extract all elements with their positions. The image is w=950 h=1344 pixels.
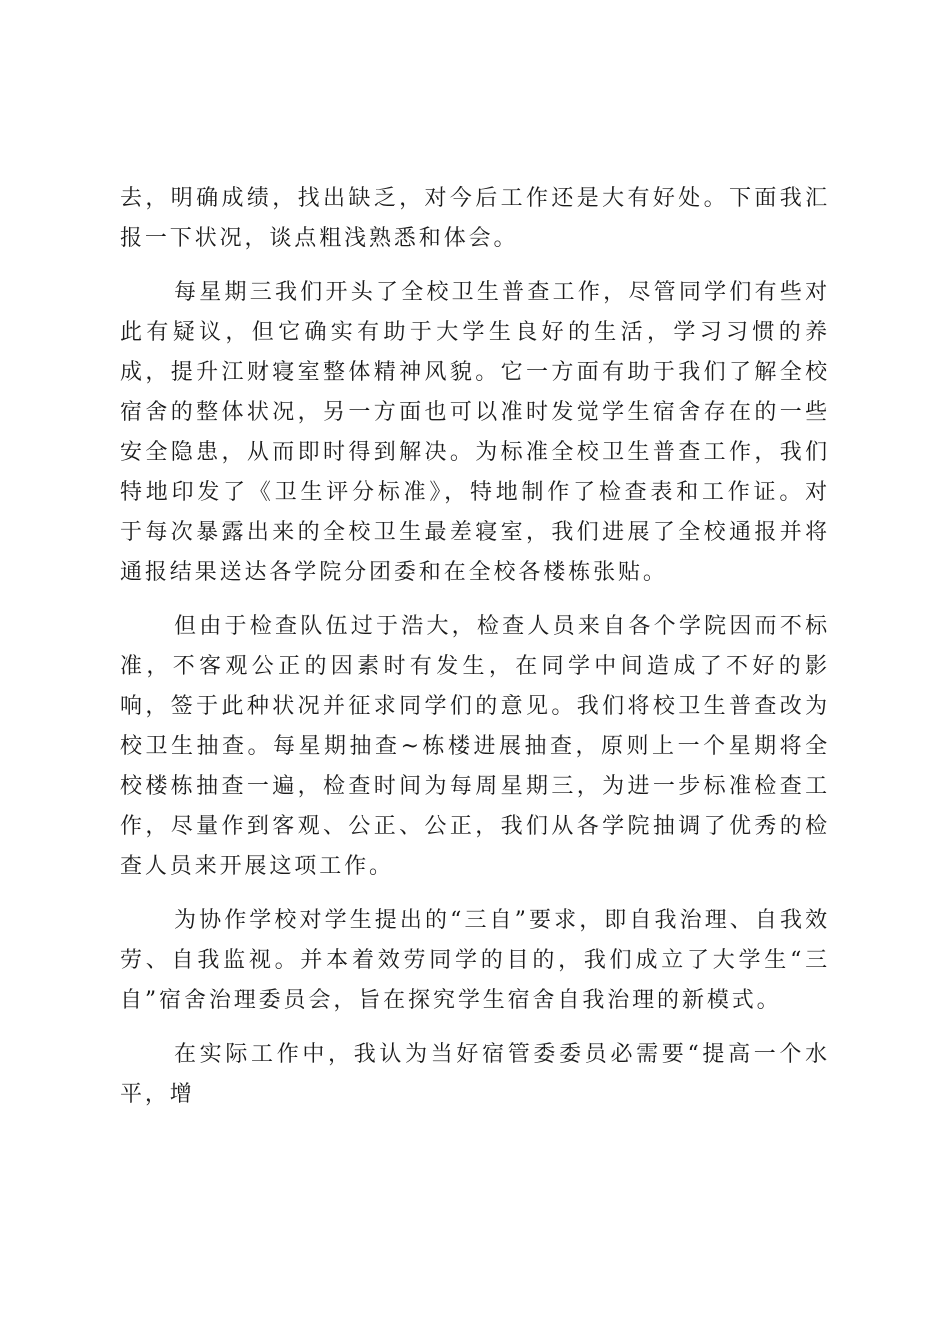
paragraph-continued: 去，明确成绩，找出缺乏，对今后工作还是大有好处。下面我汇报一下状况，谈点粗浅熟悉和体会。 (120, 186, 830, 251)
paragraph-practical-work: 在实际工作中，我认为当好宿管委委员必需要“提高一个水平，增 (120, 1042, 830, 1107)
paragraph-hygiene-inspection: 每星期三我们开头了全校卫生普查工作，尽管同学们有些对此有疑议，但它确实有助于大学生良好的生活，学习习惯的养成，提升江财寝室整体精神风貌。它一方面有助于我们了解全校宿舍的整体状况，另一方面也可以准时发觉学生宿舍存在的一些安全隐患，从而即时得到解决。为标准全校卫生普查工作，我们特地印发了《卫生评分标准》，特地制作了检查表和工作证。对于每次暴露出来的全校卫生最差寝室，我们进展了全校通报并将通报结果送达各学院分团委和在全校各楼栋张贴。 (120, 280, 830, 585)
paragraph-three-self-committee: 为协作学校对学生提出的“三自”要求，即自我治理、自我效劳、自我监视。并本着效劳同学的目的，我们成立了大学生“三自”宿舍治理委员会，旨在探究学生宿舍自我治理的新模式。 (120, 908, 830, 1013)
paragraph-spot-check: 但由于检查队伍过于浩大，检查人员来自各个学院因而不标准，不客观公正的因素时有发生，在同学中间造成了不好的影响，签于此种状况并征求同学们的意见。我们将校卫生普查改为校卫生抽查。每星期抽查~栋楼进展抽查，原则上一个星期将全校楼栋抽查一遍，检查时间为每周星期三，为进一步标准检查工作，尽量作到客观、公正、公正，我们从各学院抽调了优秀的检查人员来开展这项工作。 (120, 614, 830, 879)
document-body (120, 179, 830, 1115)
